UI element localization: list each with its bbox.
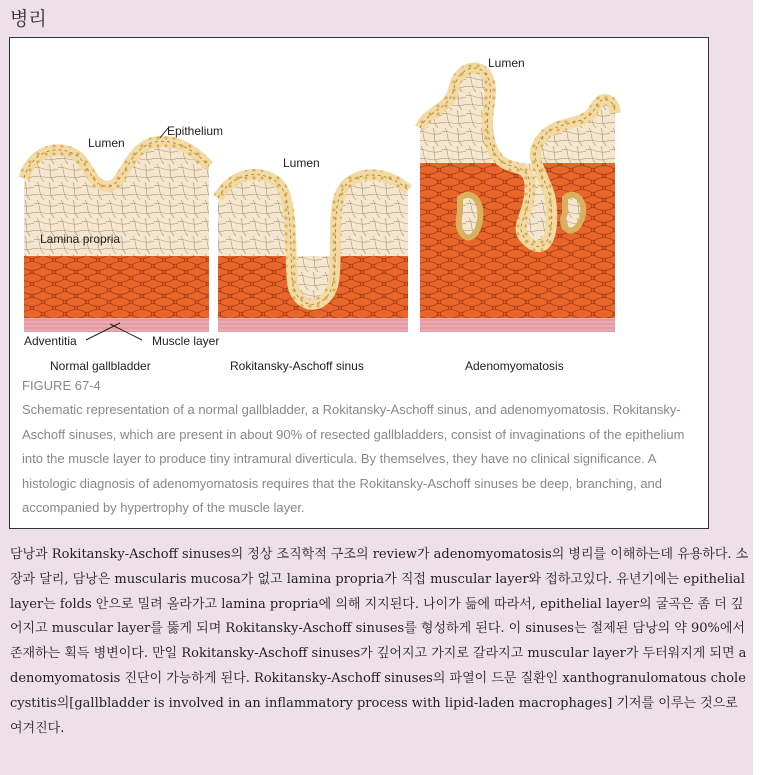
panel-title-normal: Normal gallbladder xyxy=(50,359,151,373)
label-lumen-adenomyomatosis: Lumen xyxy=(488,56,525,70)
panel-title-adenomyomatosis: Adenomyomatosis xyxy=(465,359,564,373)
figure-box xyxy=(9,37,709,529)
label-adventitia: Adventitia xyxy=(24,334,77,348)
label-lamina-propria: Lamina propria xyxy=(40,232,121,246)
panel-adenomyomatosis xyxy=(420,68,615,332)
panel-ra-sinus xyxy=(218,175,408,332)
figure-number: FIGURE 67-4 xyxy=(22,378,101,393)
figure-caption: Schematic representation of a normal gallbladder, a Rokitansky-Aschoff sinus, and adenomyomatosis. Rokitansky-Aschoff sinuses, which are present in about 90% of resected gallbladders, consist of invaginations of the epithelium into the muscle layer to produce tiny intramural diverticula. By themselves, they have no clinical significance. A histologic diagnosis of adenomyomatosis requires that the Rokitansky-Aschoff sinuses be deep, branching, and accompanied by hypertrophy of the muscle layer. xyxy=(22,402,685,515)
panel-title-ra-sinus: Rokitansky-Aschoff sinus xyxy=(230,359,364,373)
label-muscle-layer: Muscle layer xyxy=(152,334,220,348)
body-paragraph: 담낭과 Rokitansky-Aschoff sinuses의 정상 조직학적 구조의 review가 adenomyomatosis의 병리를 이해하는데 유용하다. 소장과 달리, 담낭은 muscularis mucosa가 없고 lamina propria가 직접 muscular layer와 접하고있다. 유년기에는 epithelial layer는 folds 안으로 밀려 올라가고 lamina propria에 의해 지지된다. 나이가 듦에 따라서, epithelial layer의 굴곡은 좀 더 깊어지고 muscular layer를 뚫게 되며 Rokitansky-Aschoff sinuses를 형성하게 된다. 이 sinuses는 절제된 담낭의 약 90%에서 존재하는 획득 병변이다. 만일 Rokitansky-Aschoff sinuses가 깊어지고 가지로 갈라지고 muscular layer가 두터워지게 되면 adenomyomatosis 진단이 가능하게 된다. Rokitansky-Aschoff sinuses의 파열이 드문 질환인 xanthogranulomatous cholecystitis의[gallbladder is involved in an inflammatory process with lipid-laden macrophages] 기저를 이루는 것으로 여겨진다. xyxy=(10,547,749,736)
label-epithelium: Epithelium xyxy=(167,124,224,138)
label-lumen-normal: Lumen xyxy=(88,136,125,150)
label-lumen-sinus: Lumen xyxy=(283,156,320,170)
section-heading: 병리 xyxy=(10,8,47,30)
gallbladder-diagram xyxy=(10,38,708,373)
